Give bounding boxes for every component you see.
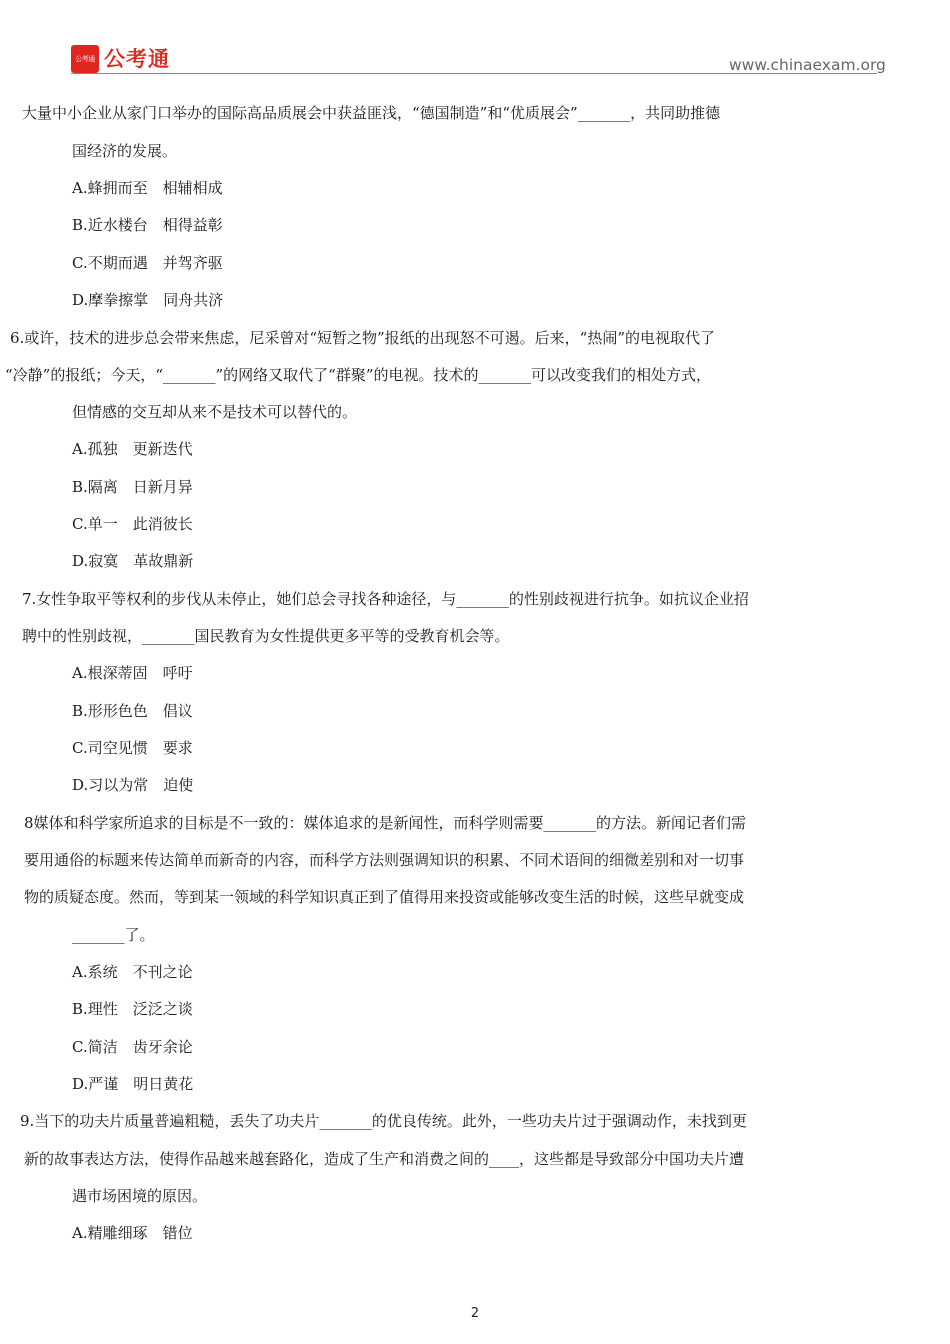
answer-option-d: D.严谨 明日黄花	[72, 1075, 194, 1093]
answer-option-b: B.形形色色 倡议	[72, 702, 193, 720]
answer-option-a: A.系统 不刊之论	[72, 963, 193, 981]
answer-option-a: A.孤独 更新迭代	[72, 440, 193, 458]
answer-option-a: A.精雕细琢 错位	[72, 1224, 193, 1242]
question-text: 物的质疑态度。然而，等到某一领域的科学知识真正到了值得用来投资或能够改变生活的时候，这些早就变成	[24, 888, 745, 906]
question-text: 国经济的发展。	[72, 142, 178, 160]
answer-option-c: C.简洁 齿牙余论	[72, 1038, 193, 1056]
answer-option-d: D.寂寞 革故鼎新	[72, 552, 194, 570]
question-text: 7.女性争取平等权利的步伐从未停止，她们总会寻找各种途径，与_______的性别歧视进行抗争。如抗议企业招	[22, 590, 749, 608]
question-text: _______了。	[72, 926, 155, 944]
question-text: “冷静”的报纸；今天，“_______”的网络又取代了“群聚”的电视。技术的_______可以改变我们的相处方式，	[5, 366, 712, 384]
answer-option-b: B.理性 泛泛之谈	[72, 1000, 193, 1018]
page-number: 2	[470, 1306, 480, 1321]
question-text: 8媒体和科学家所追求的目标是不一致的：媒体追求的是新闻性，而科学则需要_______的方法。新闻记者们需	[24, 814, 747, 832]
question-text: 9.当下的功夫片质量普遍粗糙，丢失了功夫片_______的优良传统。此外，一些功夫片过于强调动作，未找到更	[20, 1112, 747, 1130]
answer-option-c: C.司空见惯 要求	[72, 739, 193, 757]
answer-option-a: A.蜂拥而至 相辅相成	[72, 179, 223, 197]
answer-option-d: D.摩拳擦掌 同舟共济	[72, 291, 224, 309]
question-text: 大量中小企业从家门口举办的国际高品质展会中获益匪浅，“德国制造”和“优质展会”_______，共同助推德	[22, 104, 721, 122]
answer-option-b: B.隔离 日新月异	[72, 478, 193, 496]
question-text: 遇市场困境的原因。	[72, 1187, 208, 1205]
page-header	[0, 0, 950, 95]
question-text: 6.或许，技术的进步总会带来焦虑，尼采曾对“短暂之物”报纸的出现怒不可遏。后来，“热闹”的电视取代了	[10, 329, 715, 347]
question-text: 要用通俗的标题来传达简单而新奇的内容，而科学方法则强调知识的积累、不同术语间的细微差别和对一切事	[24, 851, 745, 869]
logo-badge: 公考通	[71, 45, 99, 73]
answer-option-a: A.根深蒂固 呼吁	[72, 664, 193, 682]
question-text: 新的故事表达方法，使得作品越来越套路化，造成了生产和消费之间的____，这些都是导致部分中国功夫片遭	[24, 1150, 745, 1168]
answer-option-c: C.不期而遇 并驾齐驱	[72, 254, 223, 272]
site-url: www.chinaexam.org	[729, 56, 886, 74]
answer-option-d: D.习以为常 迫使	[72, 776, 194, 794]
question-text: 聘中的性别歧视，_______国民教育为女性提供更多平等的受教育机会等。	[22, 627, 510, 645]
question-text: 但情感的交互却从来不是技术可以替代的。	[72, 403, 358, 421]
answer-option-b: B.近水楼台 相得益彰	[72, 216, 223, 234]
answer-option-c: C.单一 此消彼长	[72, 515, 193, 533]
logo-wordmark: 公考通	[104, 47, 170, 71]
